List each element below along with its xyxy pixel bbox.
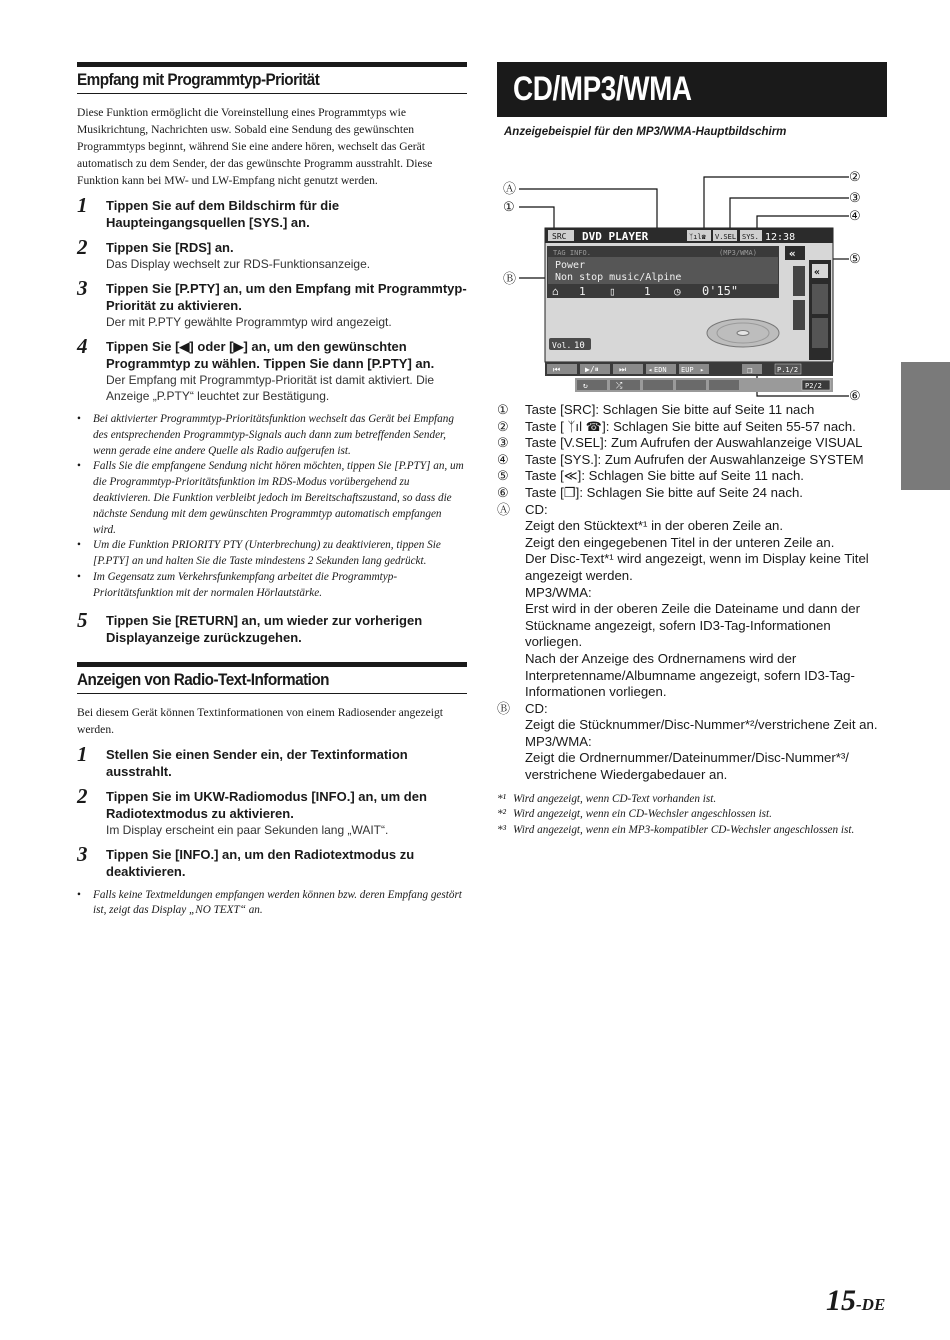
callout-6: ⑥ <box>849 389 861 404</box>
legend-row <box>497 717 887 734</box>
legend-key <box>497 551 525 584</box>
play-pause-button[interactable]: ▶/⏸ <box>585 365 599 374</box>
chapter-title: CD/MP3/WMA <box>513 70 692 108</box>
notes-list <box>77 412 467 602</box>
legend-text: Zeigt den eingegebenen Titel in der unteren Zeile an. <box>525 534 835 550</box>
legend-key: Ⓐ <box>497 501 511 517</box>
legend-key <box>497 585 525 602</box>
legend-text: CD: <box>525 501 548 517</box>
folder-number: 1 <box>579 285 586 298</box>
legend-text: Zeigt die Ordnernummer/Dateinummer/Disc-Nummer*³/ verstrichene Wiedergabedauer an. <box>525 750 849 783</box>
legend-text: Taste [SRC]: Schlagen Sie bitte auf Seite 11 nach <box>525 402 815 417</box>
folder-up-label: EUP <box>681 366 694 374</box>
step-description: Das Display wechselt zur RDS-Funktionsanzeige. <box>106 257 371 271</box>
footnote-text: Wird angezeigt, wenn ein MP3-kompatibler CD-Wechsler angeschlossen ist. <box>513 824 855 837</box>
step-number: 4 <box>77 334 88 358</box>
callout-3: ③ <box>849 191 861 206</box>
legend-row <box>497 601 887 651</box>
legend-row <box>497 485 887 502</box>
legend-text: Taste [V.SEL]: Zum Aufrufen der Auswahlanzeige VISUAL <box>525 435 863 451</box>
random-button[interactable]: ⤮ <box>616 381 623 390</box>
legend-key <box>497 651 525 701</box>
legend-text: Taste [≪]: Schlagen Sie bitte auf Seite 11 nach. <box>525 468 804 484</box>
legend-key <box>497 750 525 783</box>
legend-text: Der Disc-Text*¹ wird angezeigt, wenn im Display keine Titel angezeigt werden. <box>525 551 869 583</box>
step <box>77 783 467 838</box>
figure-caption: Anzeigebeispiel für den MP3/WMA-Hauptbildschirm <box>504 126 787 138</box>
section-intro: Diese Funktion ermöglicht die Voreinstellung eines Programmtyps wie Musikrichtung, Nachrichten usw. Sobald eine Sendung des gewünschten Programmtyps beginnt, während Sie eine andere hören, wechselt das Gerät automatisch zu dem Sender, der das gewünschte Programm ausstrahlt. Diese Funktion kann bei MW- und LW-Empfang nicht genutzt werden. <box>77 106 433 187</box>
legend-row <box>497 585 887 602</box>
callout-B: Ⓑ <box>503 272 517 287</box>
volume-label: Vol. <box>552 341 572 350</box>
legend-text: Taste [❐]: Schlagen Sie bitte auf Seite 24 nach. <box>525 484 803 500</box>
step-title: Tippen Sie [P.PTY] an, um den Empfang mit Programmtyp-Priorität zu aktivieren. <box>106 281 467 313</box>
section-title-radiotext: Anzeigen von Radio-Text-Information <box>77 669 329 689</box>
step-description: Im Display erscheint ein paar Sekunden lang „WAIT“. <box>106 822 389 837</box>
display-diagram <box>497 142 887 404</box>
legend-row <box>497 468 887 485</box>
text-line-upper: Power <box>555 260 586 271</box>
legend-key <box>497 535 525 552</box>
legend-list <box>497 402 887 784</box>
callout-2: ② <box>849 170 861 185</box>
step <box>77 276 467 330</box>
legend-row <box>497 535 887 552</box>
repeat-button[interactable]: ↻ <box>583 381 588 390</box>
phone-button[interactable]: ᛉıl☎ <box>689 233 706 241</box>
player-label: DVD PLAYER <box>582 230 649 243</box>
step-number: 2 <box>77 235 88 259</box>
legend-row <box>497 701 887 718</box>
step-description: Der Empfang mit Programmtyp-Priorität ist damit aktiviert. Die Anzeige „P.PTY“ leuchtet zur Bestätigung. <box>106 373 435 403</box>
elapsed-time: 0'15" <box>702 284 739 298</box>
back-button-2[interactable]: « <box>814 267 821 278</box>
footnote <box>497 807 887 823</box>
page-number-value: 15 <box>826 1284 856 1317</box>
callout-1: ① <box>503 200 515 215</box>
page-2-button[interactable]: P2/2 <box>805 382 822 390</box>
legend-row <box>497 734 887 751</box>
legend-key <box>497 518 525 535</box>
display-mode-button[interactable]: ❐ <box>747 366 753 376</box>
next-button[interactable]: ⏭ <box>619 365 627 374</box>
folder-up-button[interactable]: ▸ <box>700 366 705 374</box>
note-item: • Um die Funktion PRIORITY PTY (Unterbrechung) zu deaktivieren, tippen Sie [P.PTY] an und halten Sie die Taste mindestens 2 Sekunden lang gedrückt. <box>77 538 467 570</box>
notes-list <box>77 888 467 920</box>
footnote-key: *¹ <box>497 792 506 805</box>
step-number: 3 <box>77 841 88 866</box>
back-button[interactable]: « <box>789 247 796 260</box>
legend-text: Zeigt den Stücktext*¹ in der oberen Zeile an. <box>525 518 784 534</box>
sys-button[interactable]: SYS. <box>742 233 759 241</box>
step-title: Tippen Sie [INFO.] an, um den Radiotextmodus zu deaktivieren. <box>106 846 415 879</box>
step-number: 2 <box>77 783 88 808</box>
legend-row <box>497 452 887 469</box>
step-number: 1 <box>77 193 88 217</box>
legend-key: ① <box>497 402 509 417</box>
file-icon: ▯ <box>609 285 616 298</box>
prev-button[interactable]: ⏮ <box>553 365 561 374</box>
legend-key <box>497 734 525 751</box>
step <box>77 741 467 780</box>
step <box>77 334 467 404</box>
steps-list <box>77 193 467 404</box>
step-title: Tippen Sie [RDS] an. <box>106 240 234 255</box>
legend-text: CD: <box>525 700 548 716</box>
legend-text: Erst wird in der oberen Zeile die Dateiname und dann der Stückname angezeigt, sofern ID3-Tag-Informationen vorliegen. <box>525 601 861 650</box>
legend-row <box>497 502 887 519</box>
legend-key: ⑤ <box>497 468 509 484</box>
page-suffix: -DE <box>856 1295 886 1314</box>
legend-row <box>497 402 887 419</box>
step-number: 3 <box>77 276 88 300</box>
footnote <box>497 792 887 808</box>
step-title: Tippen Sie im UKW-Radiomodus [INFO.] an, um den Radiotextmodus zu aktivieren. <box>106 788 427 821</box>
section-heading <box>77 662 467 694</box>
folder-down-label: EDN <box>654 366 667 374</box>
note-item: • Bei aktivierter Programmtyp-Prioritätsfunktion wechselt das Gerät bei Empfang des entsprechenden Programmtyp-Signals auch dann zum betreffenden Sender, wenn gerade eine andere Quelle als Radio aufgerufen ist. <box>77 412 467 459</box>
clock-icon: ◷ <box>674 285 681 298</box>
step-description: Der mit P.PTY gewählte Programmtyp wird angezeigt. <box>106 315 392 329</box>
footnote-key: *² <box>497 808 506 821</box>
callout-4: ④ <box>849 209 861 224</box>
src-button[interactable]: SRC <box>552 232 567 241</box>
legend-row <box>497 651 887 701</box>
footnote-text: Wird angezeigt, wenn ein CD-Wechsler angeschlossen ist. <box>513 808 772 821</box>
step-title: Tippen Sie [RETURN] an, um wieder zur vorherigen Displayanzeige zurückzugehen. <box>106 612 423 645</box>
page-number <box>826 1284 885 1318</box>
footnote-key: *³ <box>497 824 506 837</box>
step <box>77 235 467 272</box>
file-number: 1 <box>644 285 651 298</box>
legend-text: MP3/WMA: <box>525 733 592 749</box>
legend-key: ⑥ <box>497 484 509 500</box>
legend-text: Taste [ ᛉıl ☎]: Schlagen Sie bitte auf Seiten 55-57 nach. <box>525 418 856 434</box>
tag-info-label: TAG INFO. <box>553 249 591 257</box>
legend-key: ④ <box>497 451 509 467</box>
legend-row <box>497 551 887 584</box>
step-number: 1 <box>77 741 88 766</box>
note-item: • Falls keine Textmeldungen empfangen werden können bzw. deren Empfang gestört ist, zeigt das Display „NO TEXT“ an. <box>77 888 467 920</box>
step <box>77 841 467 880</box>
legend-row <box>497 518 887 535</box>
legend-key: ② <box>497 418 509 434</box>
folder-icon: ⌂ <box>552 285 559 298</box>
clock: 12:38 <box>765 232 796 243</box>
chapter-side-tab <box>901 362 950 490</box>
step-title: Tippen Sie auf dem Bildschirm für die Haupteingangsquellen [SYS.] an. <box>106 198 340 230</box>
callout-5: ⑤ <box>849 252 861 267</box>
step-title: Stellen Sie einen Sender ein, der Textinformation ausstrahlt. <box>106 746 408 779</box>
legend-row <box>497 750 887 783</box>
step <box>77 193 467 231</box>
folder-down-button[interactable]: ◂ <box>648 366 653 374</box>
vsel-button[interactable]: V.SEL <box>715 233 737 241</box>
legend-text: Taste [SYS.]: Zum Aufrufen der Auswahlanzeige SYSTEM <box>525 451 864 467</box>
chapter-title-bar <box>497 62 887 117</box>
footnotes <box>497 792 887 839</box>
legend-text: Nach der Anzeige des Ordnernamens wird der Interpretenname/Albumname angezeigt, sofern ID3-Tag-Informationen vorliegen. <box>525 650 855 700</box>
step-title: Tippen Sie [◀] oder [▶] an, um den gewünschten Programmtyp zu wählen. Tippen Sie dann [P.PTY] an. <box>106 339 435 371</box>
left-column <box>77 62 467 929</box>
step-number: 5 <box>77 607 88 632</box>
legend-text: MP3/WMA: <box>525 584 592 600</box>
screen-figure <box>497 142 887 404</box>
callout-A: Ⓐ <box>503 182 517 197</box>
footnote-text: Wird angezeigt, wenn CD-Text vorhanden ist. <box>513 792 717 805</box>
legend-row <box>497 435 887 452</box>
right-column <box>497 62 887 839</box>
format-label: (MP3/WMA) <box>719 249 757 257</box>
legend-key <box>497 717 525 734</box>
legend-row <box>497 419 887 436</box>
legend-key <box>497 601 525 651</box>
note-item: • Im Gegensatz zum Verkehrsfunkempfang arbeitet die Programmtyp-Prioritätsfunktion mit der normalen Hörlautstärke. <box>77 570 467 602</box>
section-intro: Bei diesem Gerät können Textinformationen von einem Radiosender angezeigt werden. <box>77 705 443 736</box>
step <box>77 607 467 646</box>
volume-value: 10 <box>574 341 585 351</box>
page-1-button[interactable]: P.1/2 <box>777 366 799 374</box>
legend-text: Zeigt die Stücknummer/Disc-Nummer*²/verstrichene Zeit an. <box>525 717 878 733</box>
footnote <box>497 823 887 839</box>
legend-key: Ⓑ <box>497 700 511 716</box>
legend-key: ③ <box>497 435 509 451</box>
section-title-priority: Empfang mit Programmtyp-Priorität <box>77 70 320 89</box>
section-heading <box>77 62 467 94</box>
note-item: • Falls Sie die empfangene Sendung nicht hören möchten, tippen Sie [P.PTY] an, um die Programmtyp-Prioritätsfunktion im RDS-Modus vorübergehend zu deaktivieren. Die Funktion verbleibt jedoch im Bereitschaftszustand, so dass die nächste Sendung mit dem gewünschten Programmtyp automatisch empfangen wird. <box>77 459 467 538</box>
text-line-lower: Non stop music/Alpine <box>555 272 682 283</box>
